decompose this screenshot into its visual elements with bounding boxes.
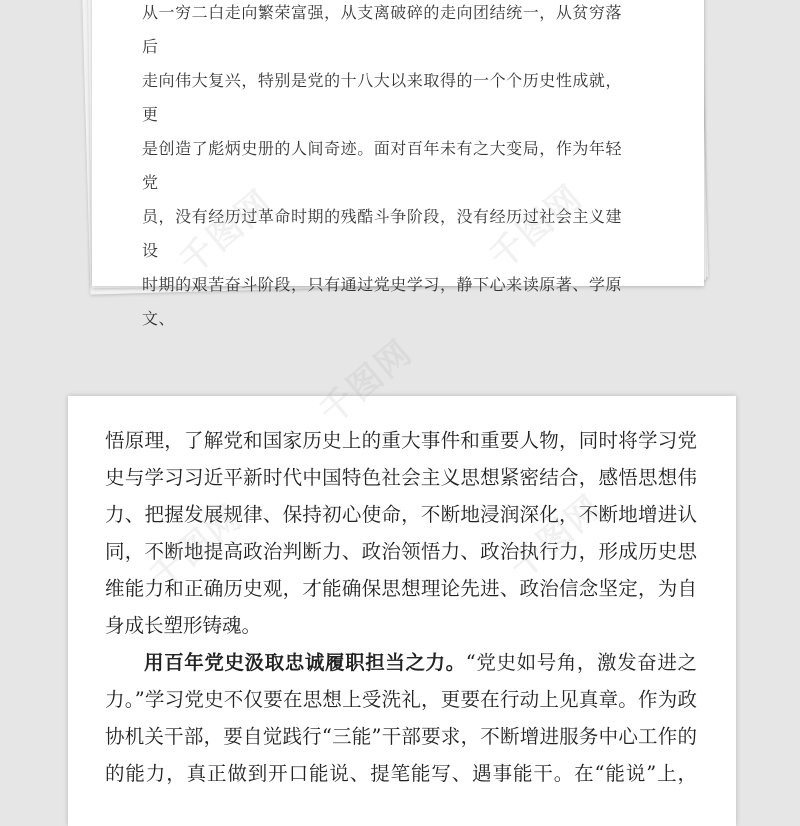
watermark-logo: 千图网: [312, 332, 421, 433]
text-line: 员，没有经历过革命时期的残酷斗争阶段，没有经历过社会主义建设: [142, 207, 622, 260]
text-line: 走向伟大复兴，特别是党的十八大以来取得的一个个历史性成就，更: [142, 71, 622, 124]
text-line: 史与学习习近平新时代中国特色社会主义思想紧密结合，感悟思想伟: [105, 466, 697, 489]
paragraph-heading-rest: “党史如号角，激发奋进之: [465, 651, 697, 674]
text-line: 力。”学习党史不仅要在思想上受洗礼，更要在行动上见真章。作为政: [105, 688, 697, 711]
text-line: 同，不断地提高政治判断力、政治领悟力、政治执行力，形成历史思: [105, 540, 697, 563]
text-line: 时期的艰苦奋斗阶段，只有通过党史学习，静下心来读原著、学原文、: [142, 275, 622, 328]
text-line: 身成长塑形铸魂。: [105, 614, 262, 637]
paragraph-heading-line: [105, 644, 697, 681]
top-document-page: [92, 0, 704, 328]
top-page-text: [142, 0, 622, 336]
text-line: 悟原理，了解党和国家历史上的重大事件和重要人物，同时将学习党: [105, 429, 697, 452]
bottom-page-text: [105, 422, 697, 792]
paragraph-bold-heading: 用百年党史汲取忠诚履职担当之力。: [144, 651, 466, 674]
text-line: 力、把握发展规律、保持初心使命，不断地浸润深化，不断地增进认: [105, 503, 697, 526]
text-line: 从一穷二白走向繁荣富强，从支离破碎的走向团结统一，从贫穷落后: [142, 3, 622, 56]
bottom-document-page: [68, 396, 736, 826]
text-line: 维能力和正确历史观，才能确保思想理论先进、政治信念坚定，为自: [105, 577, 697, 600]
text-line: 的能力，真正做到开口能说、提笔能写、遇事能干。在“能说”上，: [105, 762, 697, 785]
text-line: 协机关干部，要自觉践行“三能”干部要求，不断增进服务中心工作的: [105, 725, 697, 748]
text-line: 是创造了彪炳史册的人间奇迹。面对百年未有之大变局，作为年轻党: [142, 139, 622, 192]
